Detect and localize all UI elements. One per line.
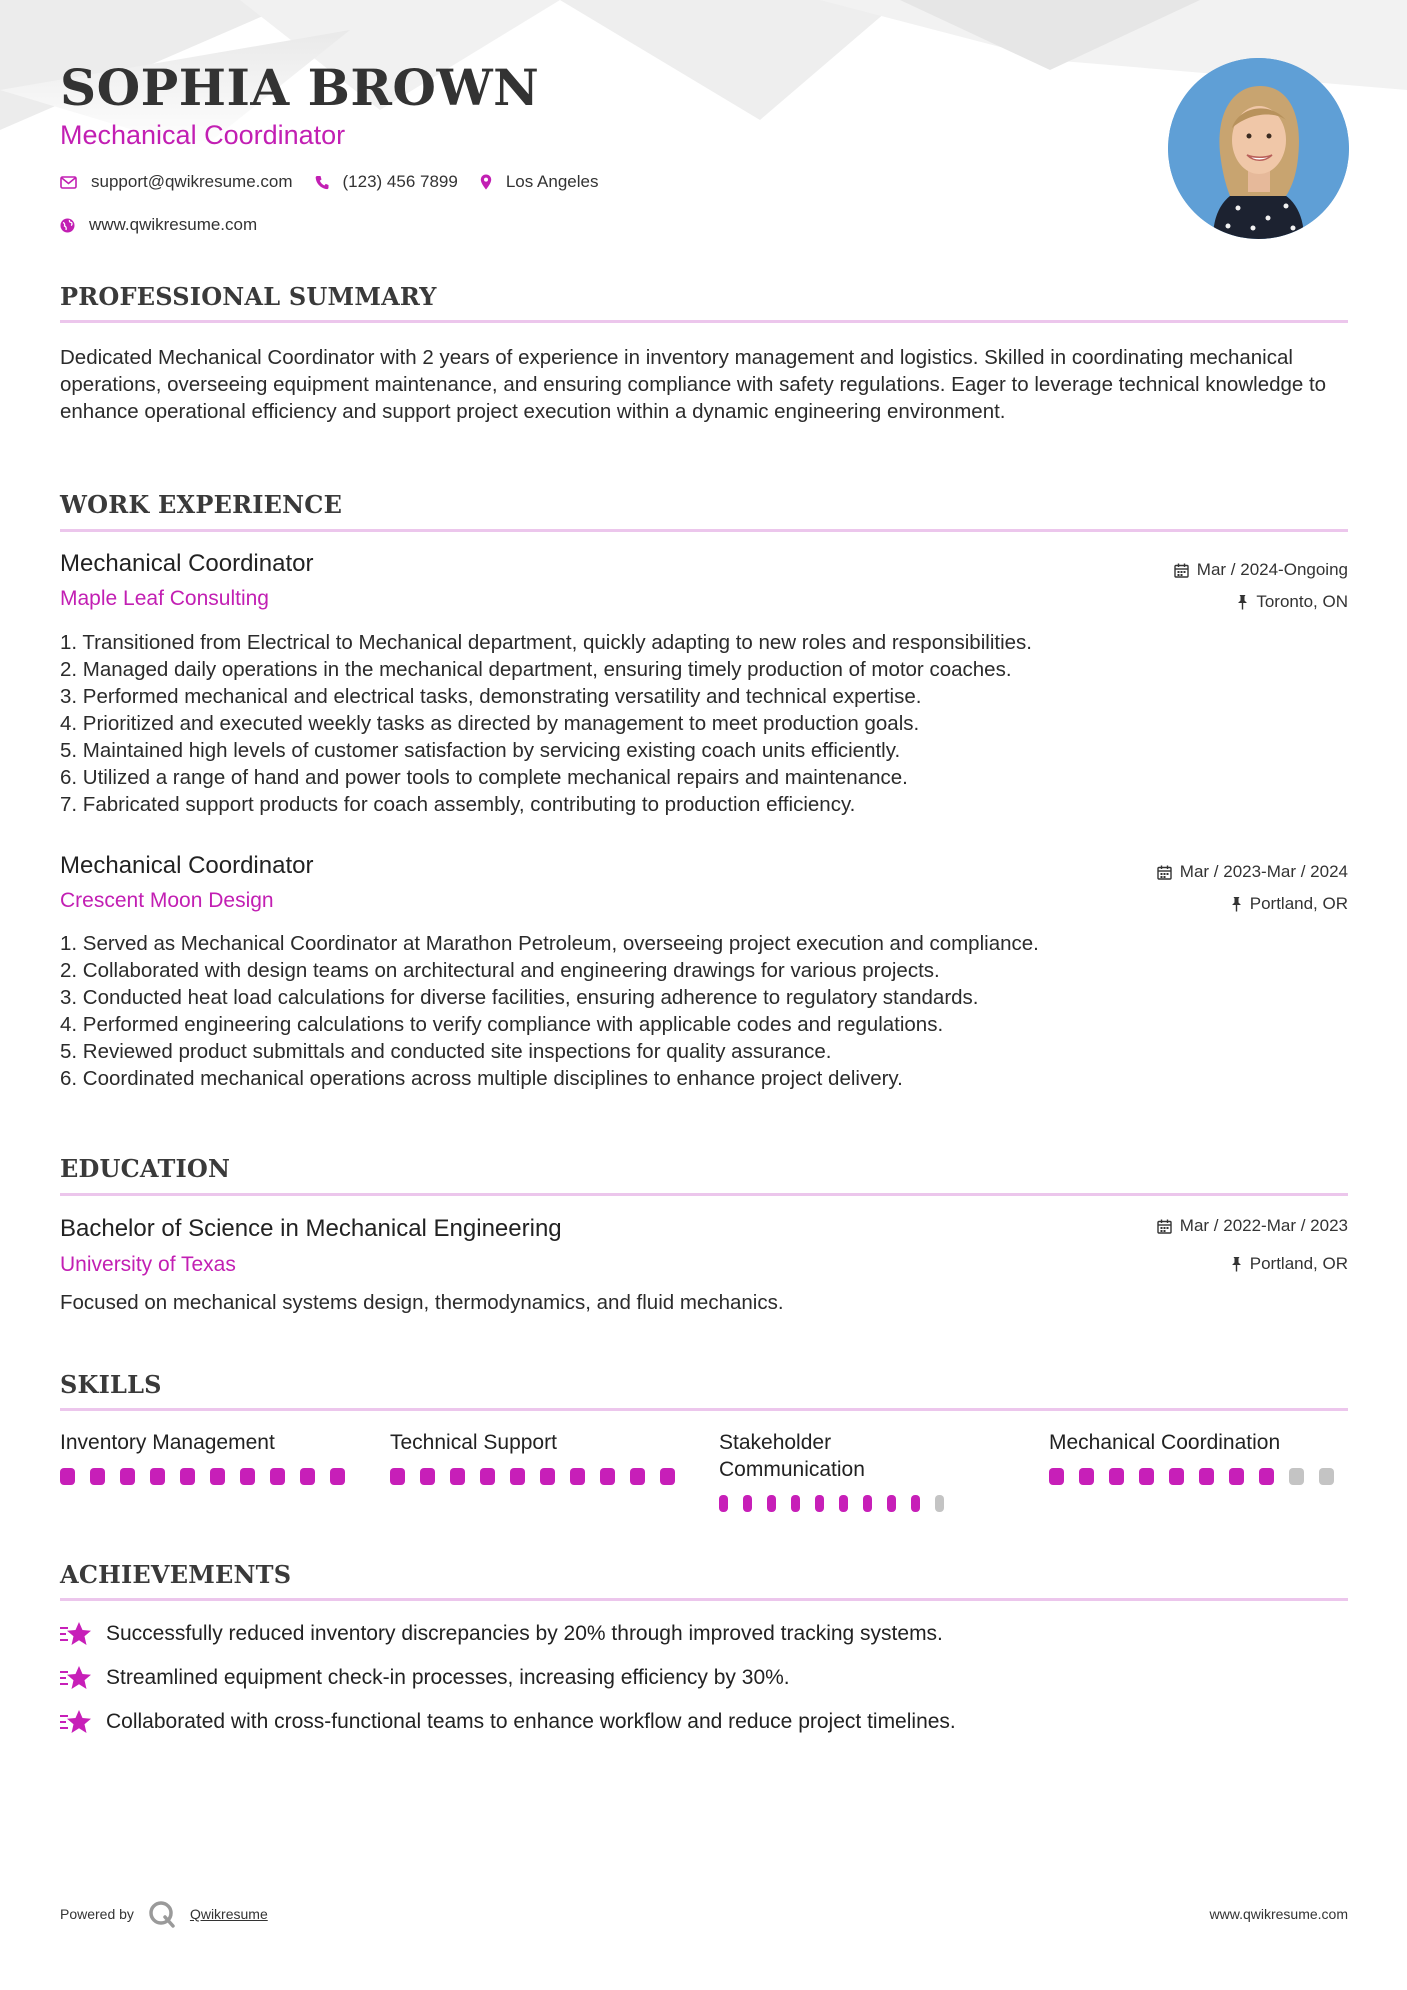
job-dates-text: Mar / 2024-Ongoing [1196, 560, 1348, 579]
section-title-summary: PROFESSIONAL SUMMARY [60, 282, 437, 311]
qwikresume-link[interactable]: Qwikresume [189, 1906, 268, 1922]
contact-website[interactable] [60, 215, 257, 235]
skill-dot-filled [660, 1468, 675, 1485]
skill-dot-filled [1049, 1468, 1064, 1485]
job-dates [1174, 560, 1348, 580]
skill-rating [390, 1468, 690, 1485]
skill-dot-filled [1139, 1468, 1154, 1485]
star-icon [60, 1708, 92, 1736]
job-location [1237, 592, 1348, 612]
skill-rating [60, 1468, 360, 1485]
skill-dot-filled [1199, 1468, 1214, 1485]
bullet-item: 6. Coordinated mechanical operations across multiple disciplines to enhance project delivery. [60, 1067, 903, 1090]
skill-dot-filled [300, 1468, 315, 1485]
bullet-item: 3. Performed mechanical and electrical tasks, demonstrating versatility and technical expertise. [60, 685, 922, 708]
skill-dot-filled [270, 1468, 285, 1485]
bullet-item: 5. Maintained high levels of customer satisfaction by servicing existing coach units efficiently. [60, 739, 901, 762]
skill-dot-filled [540, 1468, 555, 1485]
calendar-icon [1157, 865, 1172, 880]
phone-text: (123) 456 7899 [342, 172, 458, 191]
calendar-icon [1157, 1219, 1172, 1234]
bullet-item: 7. Fabricated support products for coach assembly, contributing to production efficiency. [60, 793, 856, 816]
achievement-text: Collaborated with cross-functional teams to enhance workflow and reduce project timelines. [106, 1710, 956, 1733]
skill-dot-filled [180, 1468, 195, 1485]
skill-dot-filled [743, 1495, 752, 1512]
skill-item [390, 1429, 690, 1485]
job-title: Mechanical Coordinator [60, 550, 314, 577]
skill-dot-filled [210, 1468, 225, 1485]
section-title-education: EDUCATION [60, 1154, 231, 1183]
candidate-name: SOPHIA BROWN [60, 58, 540, 117]
skill-dot-filled [1079, 1468, 1094, 1485]
job-location-text: Portland, OR [1249, 894, 1348, 913]
location-text: Los Angeles [505, 172, 599, 191]
bullet-item: 2. Collaborated with design teams on architectural and engineering drawings for various projects. [60, 959, 940, 982]
footer-website[interactable]: www.qwikresume.com [1209, 1906, 1348, 1922]
skill-dot-filled [60, 1468, 75, 1485]
contact-phone[interactable] [315, 172, 458, 192]
pushpin-icon [1237, 594, 1248, 610]
footer-powered-by [60, 1900, 268, 1928]
pushpin-icon [1231, 896, 1242, 912]
bullet-item: 1. Transitioned from Electrical to Mechanical department, quickly adapting to new roles and responsibilities. [60, 631, 1032, 654]
job-location [1231, 894, 1348, 914]
company-name: Maple Leaf Consulting [60, 587, 269, 610]
skill-name: Inventory Management [60, 1431, 275, 1454]
skill-dot-filled [570, 1468, 585, 1485]
achievement-item [60, 1708, 956, 1736]
profile-photo [1168, 58, 1349, 239]
qwikresume-logo-icon [148, 1900, 176, 1928]
achievement-item [60, 1664, 790, 1692]
skill-dot-filled [240, 1468, 255, 1485]
pushpin-icon [1231, 1256, 1242, 1272]
profile-portrait-image [1168, 58, 1349, 239]
job-location-text: Toronto, ON [1256, 592, 1348, 611]
skill-rating [1049, 1468, 1349, 1485]
section-divider [60, 1598, 1348, 1601]
skill-name: Technical Support [390, 1431, 557, 1454]
summary-text: Dedicated Mechanical Coordinator with 2 years of experience in inventory management and logistics. Skilled in coordinating mechanical operations, overseeing equipment maintenance, and ensuring compliance with safety regulations. Eager to leverage technical knowledge to enhance operational efficiency and support project execution within a dynamic engineering environment. [60, 346, 1327, 423]
skill-name: Mechanical Coordination [1049, 1431, 1281, 1454]
globe-icon [60, 218, 75, 233]
skill-dot-filled [839, 1495, 848, 1512]
bullet-item: 3. Conducted heat load calculations for diverse facilities, ensuring adherence to regulatory standards. [60, 986, 979, 1009]
star-icon [60, 1664, 92, 1692]
skill-dot-filled [767, 1495, 776, 1512]
section-divider [60, 1408, 1348, 1411]
section-title-achievements: ACHIEVEMENTS [60, 1560, 292, 1589]
envelope-icon [60, 176, 77, 189]
skill-dot-filled [719, 1495, 728, 1512]
job-dates [1157, 862, 1348, 882]
section-title-experience: WORK EXPERIENCE [60, 490, 343, 519]
achievement-text: Successfully reduced inventory discrepancies by 20% through improved tracking systems. [106, 1622, 943, 1645]
skill-dot-filled [390, 1468, 405, 1485]
powered-by-label: Powered by [60, 1906, 134, 1922]
section-divider [60, 320, 1348, 323]
skill-name: Stakeholder Communication [719, 1431, 865, 1481]
school-name: University of Texas [60, 1253, 236, 1276]
contact-row-website [60, 215, 279, 235]
skill-dot-filled [630, 1468, 645, 1485]
skill-rating [719, 1495, 959, 1512]
company-name: Crescent Moon Design [60, 889, 274, 912]
skill-dot-filled [815, 1495, 824, 1512]
skill-item [60, 1429, 360, 1485]
skill-dot-filled [150, 1468, 165, 1485]
bullet-item: 4. Performed engineering calculations to verify compliance with applicable codes and regulations. [60, 1013, 944, 1036]
skill-dot-filled [480, 1468, 495, 1485]
email-text: support@qwikresume.com [91, 172, 293, 191]
skill-item [719, 1429, 959, 1512]
education-location-text: Portland, OR [1249, 1254, 1348, 1273]
section-divider [60, 1193, 1348, 1196]
skill-dot-filled [90, 1468, 105, 1485]
skill-dot-filled [1169, 1468, 1184, 1485]
section-divider [60, 529, 1348, 532]
contact-email[interactable] [60, 172, 293, 192]
skill-dot-filled [330, 1468, 345, 1485]
education-description: Focused on mechanical systems design, thermodynamics, and fluid mechanics. [60, 1291, 784, 1314]
phone-icon [315, 175, 329, 190]
job-dates-text: Mar / 2023-Mar / 2024 [1179, 862, 1348, 881]
star-icon [60, 1620, 92, 1648]
skill-dot-filled [791, 1495, 800, 1512]
skill-dot-filled [120, 1468, 135, 1485]
bullet-item: 5. Reviewed product submittals and conducted site inspections for quality assurance. [60, 1040, 832, 1063]
education-dates-text: Mar / 2022-Mar / 2023 [1179, 1216, 1348, 1235]
skill-dot-filled [600, 1468, 615, 1485]
section-title-skills: SKILLS [60, 1370, 162, 1399]
skill-dot-empty [1319, 1468, 1334, 1485]
bullet-item: 4. Prioritized and executed weekly tasks as directed by management to meet production goals. [60, 712, 920, 735]
education-location [1231, 1254, 1348, 1274]
bullet-item: 1. Served as Mechanical Coordinator at Marathon Petroleum, overseeing project execution and compliance. [60, 932, 1039, 955]
calendar-icon [1174, 563, 1189, 578]
degree-title: Bachelor of Science in Mechanical Engineering [60, 1215, 562, 1242]
skill-dot-filled [510, 1468, 525, 1485]
bullet-item: 6. Utilized a range of hand and power tools to complete mechanical repairs and maintenance. [60, 766, 908, 789]
skill-dot-filled [887, 1495, 896, 1512]
education-dates [1157, 1216, 1348, 1236]
skill-dot-empty [1289, 1468, 1304, 1485]
contact-location [480, 172, 599, 192]
contact-row [60, 172, 620, 192]
skill-dot-filled [1109, 1468, 1124, 1485]
job-title: Mechanical Coordinator [60, 852, 314, 879]
achievement-text: Streamlined equipment check-in processes, increasing efficiency by 30%. [106, 1666, 790, 1689]
map-pin-icon [480, 174, 492, 190]
candidate-role: Mechanical Coordinator [60, 120, 346, 150]
website-text: www.qwikresume.com [89, 215, 258, 234]
skill-dot-filled [1229, 1468, 1244, 1485]
skill-dot-filled [863, 1495, 872, 1512]
skill-item [1049, 1429, 1349, 1485]
bullet-item: 2. Managed daily operations in the mechanical department, ensuring timely production of motor coaches. [60, 658, 1012, 681]
skill-dot-filled [1259, 1468, 1274, 1485]
job-bullets [60, 930, 1348, 1092]
skill-dot-empty [935, 1495, 944, 1512]
achievement-item [60, 1620, 943, 1648]
skill-dot-filled [420, 1468, 435, 1485]
skill-dot-filled [911, 1495, 920, 1512]
skill-dot-filled [450, 1468, 465, 1485]
job-bullets [60, 629, 1348, 818]
